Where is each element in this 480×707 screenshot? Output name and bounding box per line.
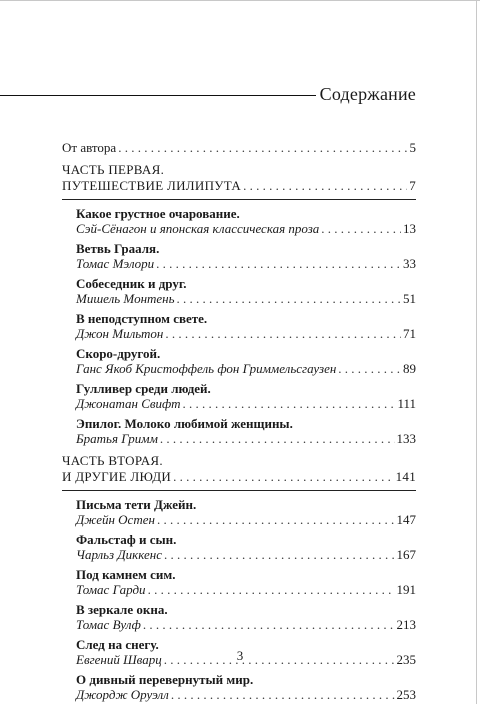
entry-title: Фальстаф и сын. — [76, 532, 177, 547]
entry-author: Джонатан Свифт — [76, 396, 181, 411]
page-edge-right — [476, 0, 477, 704]
entry-title: О дивный перевернутый мир. — [76, 672, 254, 687]
entry-page: 253 — [396, 687, 416, 702]
entry-page: 13 — [403, 221, 416, 236]
toc-part-1 — [62, 162, 416, 447]
entry-row — [76, 512, 416, 528]
toc-entry[interactable] — [76, 532, 416, 563]
toc-entry[interactable] — [76, 602, 416, 633]
part-separator — [62, 199, 416, 200]
entry-page: 51 — [403, 291, 416, 306]
toc-entry[interactable] — [76, 381, 416, 412]
leader-dots — [183, 396, 396, 412]
entry-title: В зеркале окна. — [76, 602, 168, 617]
entry-author: Джон Мильтон — [76, 326, 164, 341]
leader-dots — [173, 469, 394, 485]
toc-entry[interactable] — [76, 346, 416, 377]
toc-intro-label: От автора — [62, 140, 117, 155]
entry-page: 33 — [403, 256, 416, 271]
entry-row — [76, 687, 416, 703]
entry-page: 235 — [396, 652, 416, 667]
entry-page: 147 — [396, 512, 416, 527]
entry-title: В неподступном свете. — [76, 311, 208, 326]
leader-dots — [243, 178, 407, 194]
toc-intro-page: 5 — [409, 140, 416, 155]
leader-dots — [165, 326, 401, 342]
toc-entry[interactable] — [76, 416, 416, 447]
toc-entry[interactable] — [76, 206, 416, 237]
leader-dots — [177, 291, 401, 307]
leader-dots — [171, 687, 395, 703]
entry-title: Эпилог. Молоко любимой женщины. — [76, 416, 293, 431]
entry-title: Письма тети Джейн. — [76, 497, 197, 512]
page-number: 3 — [236, 648, 244, 663]
entry-row — [76, 291, 416, 307]
entry-page: 191 — [396, 582, 416, 597]
toc-entry[interactable] — [76, 311, 416, 342]
toc-intro[interactable] — [62, 140, 416, 156]
entry-author: Братья Гримм — [76, 431, 158, 446]
toc-entry[interactable] — [76, 672, 416, 703]
entry-row — [76, 256, 416, 272]
page-title: Содержание — [319, 84, 416, 104]
entry-author: Томас Гарди — [76, 582, 146, 597]
part-title-line2: ПУТЕШЕСТВИЕ ЛИЛИПУТА — [62, 178, 242, 193]
entry-page: 111 — [397, 396, 416, 411]
leader-dots — [148, 582, 395, 598]
part-separator — [62, 490, 416, 491]
page-header — [0, 84, 416, 104]
entry-author: Джейн Остен — [76, 512, 155, 527]
header-rule — [0, 95, 316, 96]
toc-entry[interactable] — [76, 567, 416, 598]
entry-row — [76, 431, 416, 447]
leader-dots — [118, 140, 407, 156]
leader-dots — [160, 431, 395, 447]
part-title-row[interactable] — [62, 178, 416, 194]
entry-row — [76, 396, 416, 412]
entry-title: Скоро-другой. — [76, 346, 161, 361]
entry-title: Под камнем сим. — [76, 567, 176, 582]
toc-entry[interactable] — [76, 241, 416, 272]
entry-title: Какое грустное очарование. — [76, 206, 240, 221]
entry-row — [76, 361, 416, 377]
part-title-row[interactable] — [62, 469, 416, 485]
entry-author: Евгений Шварц — [76, 652, 162, 667]
entry-title: Собеседник и друг. — [76, 276, 187, 291]
leader-dots — [164, 547, 395, 563]
entry-author: Томас Вулф — [76, 617, 141, 632]
entry-row — [76, 326, 416, 342]
entry-row — [76, 547, 416, 563]
entry-title: Ветвь Грааля. — [76, 241, 160, 256]
part-page: 141 — [395, 469, 416, 484]
leader-dots — [338, 361, 401, 377]
toc-entry[interactable] — [76, 276, 416, 307]
entry-author: Джордж Оруэлл — [76, 687, 169, 702]
entry-author: Чарльз Диккенс — [76, 547, 162, 562]
leader-dots — [157, 512, 395, 528]
leader-dots — [156, 256, 401, 272]
toc-entry[interactable] — [76, 497, 416, 528]
entry-page: 213 — [396, 617, 416, 632]
entry-author: Ганс Якоб Кристоффель фон Гриммельсгаузен — [76, 361, 337, 376]
entry-author: Сэй-Сёнагон и японская классическая проза — [76, 221, 320, 236]
page-edge-top — [0, 0, 480, 1]
entry-page: 133 — [396, 431, 416, 446]
leader-dots — [143, 617, 395, 633]
entry-page: 89 — [403, 361, 416, 376]
entry-title: След на снегу. — [76, 637, 159, 652]
entry-page: 167 — [396, 547, 416, 562]
entry-row — [76, 582, 416, 598]
part-title-line1: ЧАСТЬ ПЕРВАЯ. — [62, 162, 165, 177]
part-title-line1: ЧАСТЬ ВТОРАЯ. — [62, 453, 163, 468]
part-title-line2: И ДРУГИЕ ЛЮДИ — [62, 469, 172, 484]
entry-author: Томас Мэлори — [76, 256, 155, 271]
entry-author: Мишель Монтень — [76, 291, 175, 306]
entry-title: Гулливер среди людей. — [76, 381, 211, 396]
entry-page: 71 — [403, 326, 416, 341]
table-of-contents — [62, 140, 416, 707]
leader-dots — [321, 221, 401, 237]
entry-row — [76, 617, 416, 633]
toc-part-2 — [62, 453, 416, 703]
part-page: 7 — [409, 178, 416, 193]
entry-row — [76, 221, 416, 237]
